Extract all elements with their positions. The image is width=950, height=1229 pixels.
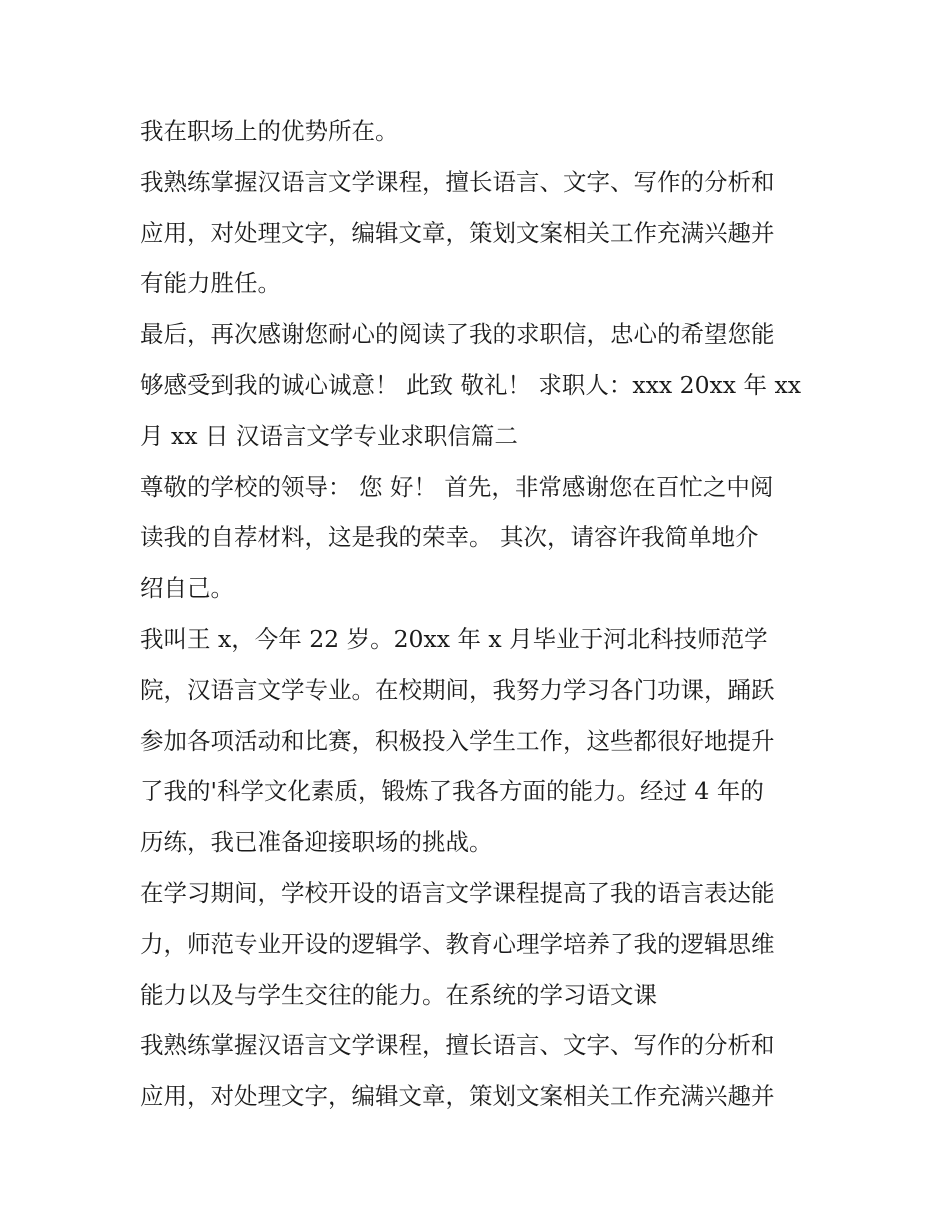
text-line: 读我的自荐材料，这是我的荣幸。 其次，请容许我简单地介 xyxy=(140,523,759,552)
text-line: 够感受到我的诚心诚意！ 此致 敬礼！ 求职人：xxx 20xx 年 xx xyxy=(140,370,801,399)
document-body xyxy=(140,106,820,1122)
text-line: 能力以及与学生交往的能力。在系统的学习语文课 xyxy=(140,980,657,1009)
text-line: 力，师范专业开设的逻辑学、教育心理学培养了我的逻辑思维 xyxy=(140,929,775,958)
text-line: 最后，再次感谢您耐心的阅读了我的求职信，忠心的希望您能 xyxy=(140,320,775,349)
text-line: 参加各项活动和比赛，积极投入学生工作，这些都很好地提升 xyxy=(140,726,775,755)
text-line: 了我的'科学文化素质，锻炼了我各方面的能力。经过 4 年的 xyxy=(140,777,764,806)
text-line: 我在职场上的优势所在。 xyxy=(140,117,399,145)
text-line: 历练，我已准备迎接职场的挑战。 xyxy=(140,828,493,857)
text-line: 院，汉语言文学专业。在校期间，我努力学习各门功课，踊跃 xyxy=(140,675,775,704)
text-line: 月 xx 日 汉语言文学专业求职信篇二 xyxy=(140,421,518,450)
text-line: 绍自己。 xyxy=(140,574,234,603)
text-line: 有能力胜任。 xyxy=(140,269,281,298)
text-line: 我叫王 x，今年 22 岁。20xx 年 x 月毕业于河北科技师范学 xyxy=(140,624,768,653)
text-line: 我熟练掌握汉语言文学课程，擅长语言、文字、写作的分析和 xyxy=(140,1031,775,1060)
text-line: 在学习期间，学校开设的语言文学课程提高了我的语言表达能 xyxy=(140,878,775,907)
text-line: 应用，对处理文字，编辑文章，策划文案相关工作充满兴趣并 xyxy=(140,218,775,247)
text-line: 应用，对处理文字，编辑文章，策划文案相关工作充满兴趣并 xyxy=(140,1082,775,1111)
text-line: 我熟练掌握汉语言文学课程，擅长语言、文字、写作的分析和 xyxy=(140,167,775,196)
text-line: 尊敬的学校的领导： 您 好！ 首先，非常感谢您在百忙之中阅 xyxy=(140,472,774,501)
